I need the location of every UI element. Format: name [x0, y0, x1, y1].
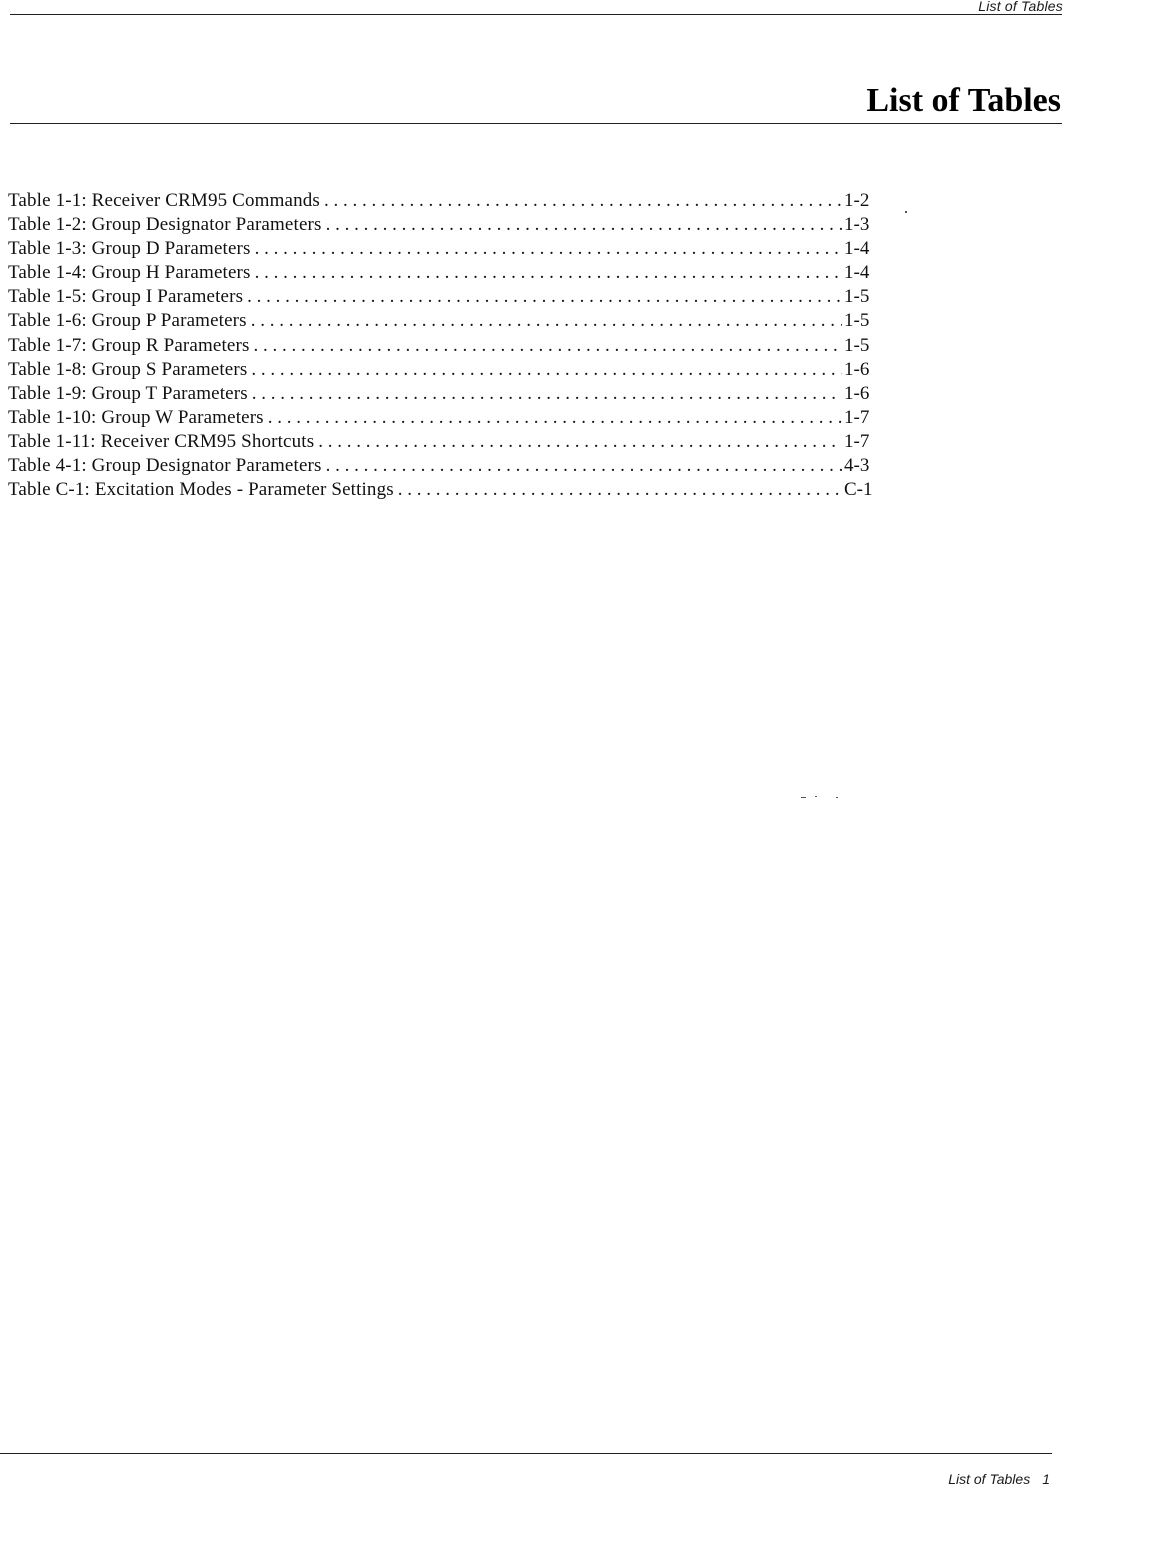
footer-section-title: List of Tables: [948, 1471, 1031, 1487]
dot-leader: [326, 213, 842, 237]
scan-speck: [836, 797, 838, 798]
toc-entry-page: 1-5: [844, 334, 870, 356]
scan-speck: [801, 797, 806, 798]
dot-leader: [318, 430, 842, 454]
toc-entry-page: 1-5: [844, 286, 870, 308]
toc-entry[interactable]: [8, 478, 880, 502]
toc-entry[interactable]: [8, 454, 880, 478]
toc-entry[interactable]: [8, 309, 880, 333]
toc-entry-label: Table 1-1: Receiver CRM95 Commands: [8, 190, 320, 211]
toc-entry-label: Table 1-8: Group S Parameters: [8, 358, 248, 380]
toc-entry-page: 1-6: [844, 358, 870, 380]
toc-entry[interactable]: [8, 237, 880, 261]
dot-leader: [251, 358, 842, 382]
toc-entry-label: Table 1-5: Group I Parameters: [8, 286, 244, 308]
toc-entry-page: 4-3: [844, 455, 870, 477]
scan-speck: [815, 796, 817, 797]
toc-entry[interactable]: [8, 382, 880, 406]
toc-entry-page: 1-4: [844, 238, 870, 260]
footer: [948, 1471, 1050, 1487]
toc-entry[interactable]: [8, 285, 880, 309]
toc-entry[interactable]: [8, 189, 880, 213]
toc-entry[interactable]: [8, 358, 880, 382]
toc-entry-label: Table 1-6: Group P Parameters: [8, 310, 247, 332]
footer-rule: [0, 1453, 1052, 1454]
toc-entry-page: 1-7: [844, 430, 870, 452]
toc-entry-label: Table 1-3: Group D Parameters: [8, 238, 251, 260]
dot-leader: [252, 382, 842, 406]
toc-entry-label: Table 1-9: Group T Parameters: [8, 382, 248, 404]
toc-entry-label: Table C-1: Excitation Modes - Parameter Settings: [8, 479, 394, 501]
footer-page-number: 1: [1042, 1471, 1050, 1487]
dot-leader: [268, 406, 842, 430]
running-header-title: List of Tables: [978, 0, 1063, 14]
toc-entry[interactable]: [8, 261, 880, 285]
toc-entry-label: Table 1-7: Group R Parameters: [8, 334, 250, 356]
toc-entry-page: 1-5: [844, 310, 870, 332]
dot-leader: [255, 261, 842, 285]
toc-entry-page: C-1: [844, 479, 873, 501]
dot-leader: [398, 478, 842, 502]
toc-entry-label: Table 1-11: Receiver CRM95 Shortcuts: [8, 430, 315, 452]
dot-leader: [251, 309, 842, 333]
dot-leader: [326, 454, 842, 478]
toc-entry-label: Table 1-2: Group Designator Parameters: [8, 214, 322, 236]
scan-speck: [905, 211, 907, 213]
toc-entry-page: 1-6: [844, 382, 870, 404]
page-title: List of Tables: [866, 82, 1061, 119]
toc-entry-page: 1-4: [844, 262, 870, 284]
toc-entry-page: 1-3: [844, 214, 870, 236]
dot-leader: [247, 285, 842, 309]
dot-leader: [254, 334, 842, 358]
toc-entry-page: 1-7: [844, 406, 870, 428]
title-rule: [10, 123, 1062, 124]
toc-entry[interactable]: [8, 406, 880, 430]
toc-entry-label: Table 4-1: Group Designator Parameters: [8, 455, 322, 477]
dot-leader: [255, 237, 842, 261]
table-of-contents-list: [8, 189, 880, 502]
header-rule: [10, 14, 1062, 15]
toc-entry[interactable]: [8, 334, 880, 358]
toc-entry-label: Table 1-10: Group W Parameters: [8, 406, 264, 428]
dot-leader: [324, 189, 842, 213]
toc-entry[interactable]: [8, 430, 880, 454]
toc-entry-page: 1-2: [844, 190, 870, 211]
toc-entry-label: Table 1-4: Group H Parameters: [8, 262, 251, 284]
toc-entry[interactable]: [8, 213, 880, 237]
